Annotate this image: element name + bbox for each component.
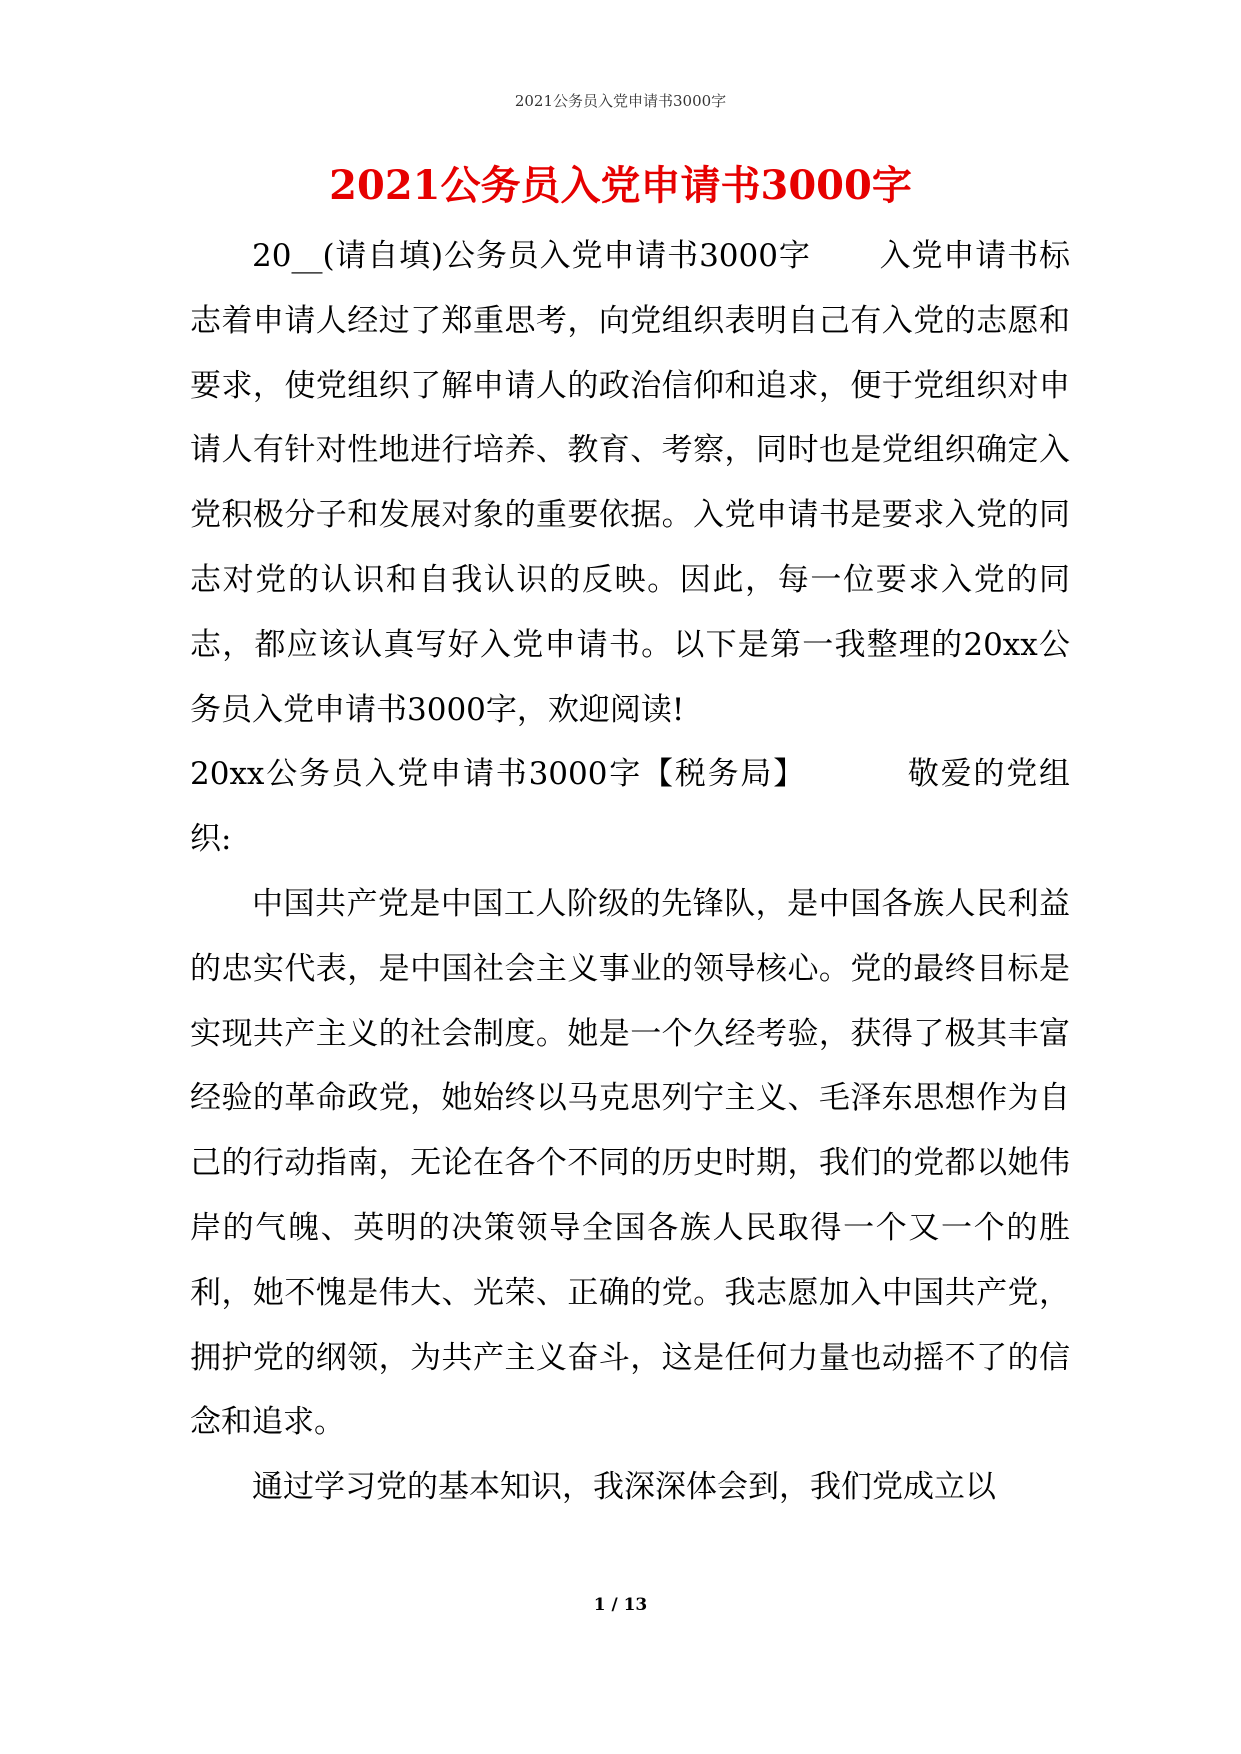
section-heading-line — [190, 742, 1070, 872]
body-paragraph-2: 通过学习党的基本知识，我深深体会到，我们党成立以 — [252, 1469, 996, 1506]
body-paragraph-1: 中国共产党是中国工人阶级的先锋队，是中国各族人民利益的忠实代表，是中国社会主义事业的领导核心。党的最终目标是实现共产主义的社会制度。她是一个久经考验，获得了极其丰富经验的革命政党，她始终以马克思列宁主义、毛泽东思想作为自己的行动指南，无论在各个不同的历史时期，我们的党都以她伟岸的气魄、英明的决策领导全国各族人民取得一个又一个的胜利，她不愧是伟大、光荣、正确的党。我志愿加入中国共产党，拥护党的纲领，为共产主义奋斗，这是任何力量也动摇不了的信念和追求。 — [190, 885, 1070, 1441]
page-number: 1 / 13 — [593, 1595, 648, 1615]
salutation: 敬爱的党组织: — [190, 756, 1071, 858]
intro-lead: 20__(请自填)公务员入党申请书3000字 — [252, 238, 811, 274]
section-heading: 20xx公务员入党申请书3000字【税务局】 — [190, 756, 807, 793]
document-body — [190, 224, 1070, 1520]
intro-text: 入党申请书标志着申请人经过了郑重思考，向党组织表明自己有入党的志愿和要求，使党组织了解申请人的政治信仰和追求，便于党组织对申请人有针对性地进行培养、教育、考察，同时也是党组织确定入党积极分子和发展对象的重要依据。入党申请书是要求入党的同志对党的认识和自我认识的反映。因此，每一位要求入党的同志，都应该认真写好入党申请书。以下是第一我整理的20xx公务员入党申请书3000字，欢迎阅读! — [190, 238, 1070, 728]
document-title: 2021公务员入党申请书3000字 — [329, 162, 912, 209]
running-header: 2021公务员入党申请书3000字 — [514, 92, 727, 110]
intro-paragraph — [190, 224, 1070, 742]
